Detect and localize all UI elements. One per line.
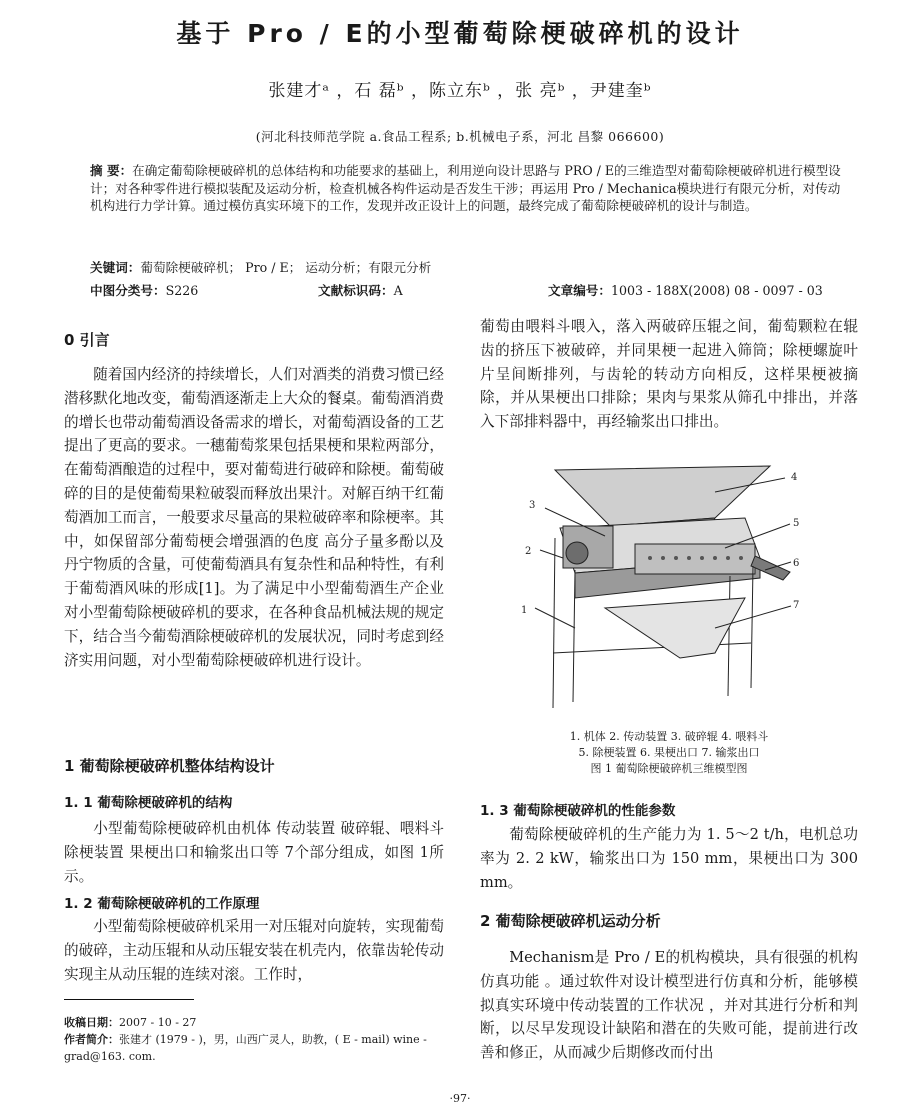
paper-title: 基于 Pro / E的小型葡萄除梗破碎机的设计 [176, 19, 744, 48]
figure-label-1: 1 [521, 605, 528, 616]
figure-legend-line-1: 1. 机体 2. 传动装置 3. 破碎辊 4. 喂料斗 [569, 730, 769, 743]
doc-code-label: 文献标识码： [318, 283, 394, 298]
received-date: 2007 - 10 - 27 [119, 1016, 197, 1029]
keywords [90, 257, 431, 276]
abstract-text: 在确定葡萄除梗破碎机的总体结构和功能要求的基础上，利用逆向设计思路与 PRO / E的三维造型对葡萄除梗破碎机进行模型设计；对各种零件进行模拟装配及运动分析，检查机械各构件运动是否发生干涉；再运用 Pro / Mechanica模块进行有限元分析，对传动机构进行力学计算。通过模仿真实环境下的工作，发现并改正设计上的问题，最终完成了葡萄除梗破碎机的设计与制造。 [90, 163, 841, 213]
section-0-paragraph: 随着国内经济的持续增长，人们对酒类的消费习惯已经潜移默化地改变，葡萄酒逐渐走上大众的餐桌。葡萄酒消费的增长也带动葡萄酒设备需求的增长，对葡萄酒设备的工艺提出了更高的要求。一穗葡萄浆果包括果梗和果粒两部分，在葡萄酒酿造的过程中，要对葡萄进行破碎和除梗。葡萄破碎的目的是使葡萄果粒破裂而释放出果汁。对解百纳干红葡萄酒加工而言，一般要求尽量高的果粒破碎率和除梗率。其中，如保留部分葡萄梗会增强酒的色度 高分子量多酚以及丹宁物质的含量，可使葡萄酒具有复杂性和品种特性，有利于葡萄酒风味的形成[1]。为了满足中小型葡萄酒生产企业对小型葡萄除梗破碎机的要求，在各种食品机械法规的规定下，结合当今葡萄酒除梗破碎机的发展状况，同时考虑到经济实用问题，对小型葡萄除梗破碎机进行设计。 [64, 366, 444, 669]
section-1-heading: 1 葡萄除梗破碎机整体结构设计 [64, 757, 275, 775]
figure-legend-line-2: 5. 除梗装置 6. 果梗出口 7. 输浆出口 [578, 746, 760, 759]
article-number-value: 1003 - 188X(2008) 08 - 0097 - 03 [610, 283, 823, 298]
figure-label-2: 2 [525, 546, 532, 557]
classification-value: S226 [165, 283, 199, 298]
figure-label-5: 5 [793, 518, 800, 529]
continued-paragraph: 葡萄由喂料斗喂入，落入两破碎压辊之间，葡萄颗粒在辊齿的挤压下被破碎，并同果梗一起进入筛筒；除梗螺旋叶片呈间断排列，与齿轮的转动方向相反，这样果梗被摘除，并从果梗出口排除；果肉与果浆从筛孔中排出，并落入下部排料器中，再经输浆出口排出。 [480, 318, 858, 431]
received-label: 收稿日期： [64, 1016, 119, 1029]
abstract-label: 摘 要： [90, 163, 133, 178]
figure-label-7: 7 [793, 600, 800, 611]
figure-caption: 图 1 葡萄除梗破碎机三维模型图 [590, 762, 748, 775]
author-bio-label: 作者简介： [64, 1033, 119, 1046]
affiliation: (河北科技师范学院 a.食品工程系; b.机械电子系，河北 昌黎 066600) [255, 129, 665, 144]
keywords-label: 关键词： [90, 260, 141, 275]
doc-code-value: A [393, 283, 403, 298]
section-1-2-heading: 1. 2 葡萄除梗破碎机的工作原理 [64, 896, 260, 912]
doc-code [318, 280, 403, 299]
section-1-1-paragraph: 小型葡萄除梗破碎机由机体 传动装置 破碎辊、喂料斗 除梗装置 果梗出口和输浆出口等 7个部分组成，如图 1所示。 [64, 820, 444, 885]
figure-label-3: 3 [529, 500, 536, 511]
author-bio: 张建才 (1979 - )，男，山西广灵人，助教，( E - mail) wine - grad@163. com. [64, 1033, 427, 1063]
section-2-heading: 2 葡萄除梗破碎机运动分析 [480, 912, 661, 930]
footnote-rule [64, 999, 194, 1000]
hopper-shape [555, 466, 770, 526]
machine-figure [515, 458, 815, 716]
footnote-received [64, 1014, 444, 1031]
section-2-paragraph: Mechanism是 Pro / E的机构模块，具有很强的机构仿真功能 。通过软件对设计模型进行仿真和分析，能够模拟真实环境中传动装置的工作状况 ，并对其进行分析和判断，以尽早发现设计缺陷和潜在的失败可能，提前进行改善和修正，从而减少后期修改而付出 [480, 949, 858, 1062]
article-number [548, 280, 823, 299]
classification-label: 中图分类号： [90, 283, 166, 298]
section-1-3-paragraph: 葡萄除梗破碎机的生产能力为 1. 5～2 t/h，电机总功率为 2. 2 kW，输浆出口为 150 mm，果梗出口为 300 mm。 [480, 826, 858, 891]
classification [90, 280, 198, 299]
section-1-3-heading: 1. 3 葡萄除梗破碎机的性能参数 [480, 803, 676, 819]
figure-label-6: 6 [793, 558, 800, 569]
section-1-1-heading: 1. 1 葡萄除梗破碎机的结构 [64, 795, 233, 811]
article-number-label: 文章编号： [548, 283, 611, 298]
footnote-author [64, 1031, 444, 1065]
keywords-text: 葡萄除梗破碎机； Pro / E； 运动分析；有限元分析 [140, 260, 432, 275]
abstract [90, 162, 850, 215]
page-number: ·97· [449, 1092, 471, 1105]
section-1-2-paragraph: 小型葡萄除梗破碎机采用一对压辊对向旋转，实现葡萄的破碎，主动压辊和从动压辊安装在机壳内，依靠齿轮传动实现主从动压辊的连续对滚。工作时， [64, 918, 444, 983]
section-0-heading: 0 引言 [64, 331, 110, 349]
author-list: 张建才ᵃ ，石 磊ᵇ ，陈立东ᵇ ，张 亮ᵇ ，尹建奎ᵇ [268, 81, 652, 101]
figure-label-4: 4 [791, 472, 798, 483]
